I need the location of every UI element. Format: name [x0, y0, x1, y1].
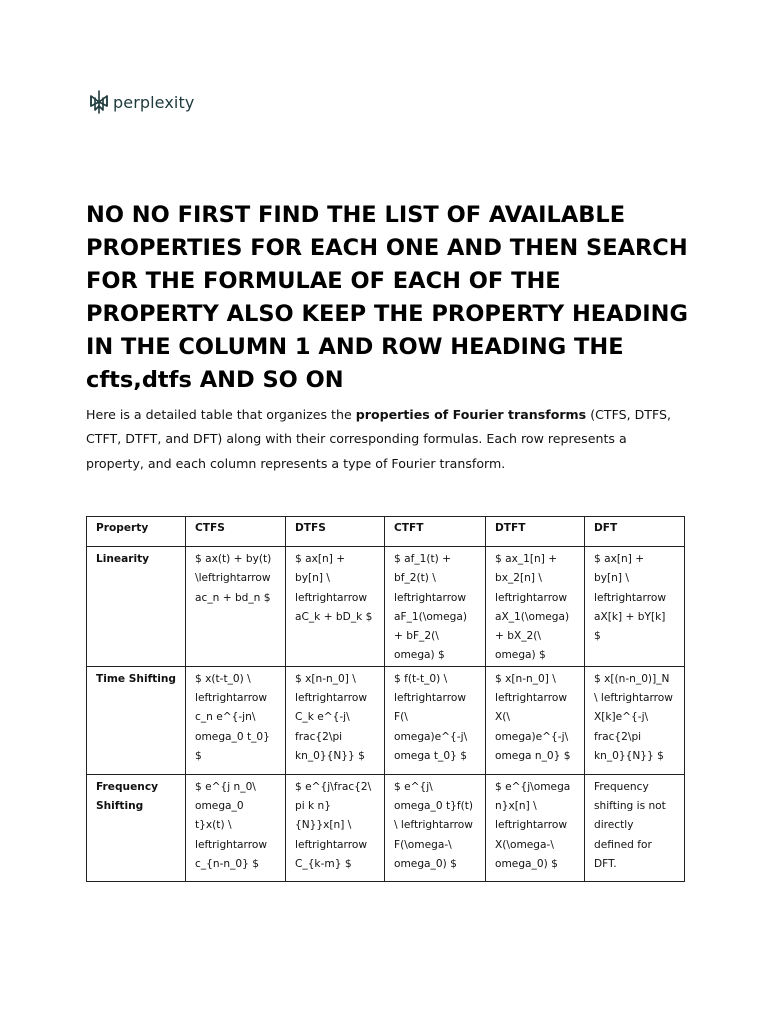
logo: [89, 90, 194, 114]
cell-ctfs: $ x(t-t_0) \ leftrightarrow c_n e^{-jn\ omega_0 t_0} $: [186, 666, 286, 774]
row-property-label: Time Shifting: [87, 666, 186, 774]
row-property-label: Linearity: [87, 547, 186, 667]
intro-text-1: Here is a detailed table that organizes the: [86, 407, 356, 422]
table-row: [87, 666, 685, 774]
logo-text: perplexity: [113, 92, 195, 112]
header-dtfs: DTFS: [286, 517, 385, 547]
cell-dtft: $ e^{j\omega n}x[n] \ leftrightarrow X(\omega-\ omega_0) $: [486, 774, 585, 881]
cell-dtfs: $ ax[n] + by[n] \ leftrightarrow aC_k + bD_k $: [286, 547, 385, 667]
cell-ctft: $ e^{j\ omega_0 t}f(t) \ leftrightarrow F(\omega-\ omega_0) $: [385, 774, 486, 881]
table-row: [87, 774, 685, 881]
cell-dft: Frequency shifting is not directly defined for DFT.: [585, 774, 685, 881]
perplexity-logo-icon: [89, 90, 109, 114]
intro-paragraph: [86, 403, 686, 476]
cell-ctfs: $ ax(t) + by(t) \leftrightarrow ac_n + bd_n $: [186, 547, 286, 667]
cell-dft: $ x[(n-n_0)]_N \ leftrightarrow X[k]e^{-j\ frac{2\pi kn_0}{N}} $: [585, 666, 685, 774]
header-property: Property: [87, 517, 186, 547]
cell-ctft: $ f(t-t_0) \ leftrightarrow F(\ omega)e^{-j\ omega t_0} $: [385, 666, 486, 774]
page-title: NO NO FIRST FIND THE LIST OF AVAILABLE PROPERTIES FOR EACH ONE AND THEN SEARCH FOR THE FORMULAE OF EACH OF THE PROPERTY ALSO KEEP THE PROPERTY HEADING IN THE COLUMN 1 AND ROW HEADING THE cfts,dtfs AND SO ON: [86, 202, 688, 393]
cell-ctfs: $ e^{j n_0\ omega_0 t}x(t) \ leftrightarrow c_{n-n_0} $: [186, 774, 286, 881]
row-property-label: Frequency Shifting: [87, 774, 186, 881]
cell-dtfs: $ e^{j\frac{2\ pi k n} {N}}x[n] \ leftrightarrow C_{k-m} $: [286, 774, 385, 881]
cell-dtft: $ ax_1[n] + bx_2[n] \ leftrightarrow aX_1(\omega) + bX_2(\ omega) $: [486, 547, 585, 667]
table-header-row: [87, 517, 685, 547]
header-ctft: CTFT: [385, 517, 486, 547]
fourier-properties-table: [86, 516, 685, 882]
intro-text-2: (CTFS, DTFS, CTFT, DTFT, and DFT) along with their corresponding formulas. Each row represents a property, and each column represents a type of Fourier transform.: [86, 407, 672, 471]
header-dtft: DTFT: [486, 517, 585, 547]
cell-dft: $ ax[n] + by[n] \ leftrightarrow aX[k] + bY[k] $: [585, 547, 685, 667]
table-row: [87, 547, 685, 667]
cell-dtfs: $ x[n-n_0] \ leftrightarrow C_k e^{-j\ frac{2\pi kn_0}{N}} $: [286, 666, 385, 774]
intro-bold: properties of Fourier transforms: [355, 407, 587, 422]
cell-dtft: $ x[n-n_0] \ leftrightarrow X(\ omega)e^{-j\ omega n_0} $: [486, 666, 585, 774]
header-ctfs: CTFS: [186, 517, 286, 547]
cell-ctft: $ af_1(t) + bf_2(t) \ leftrightarrow aF_1(\omega) + bF_2(\ omega) $: [385, 547, 486, 667]
header-dft: DFT: [585, 517, 685, 547]
